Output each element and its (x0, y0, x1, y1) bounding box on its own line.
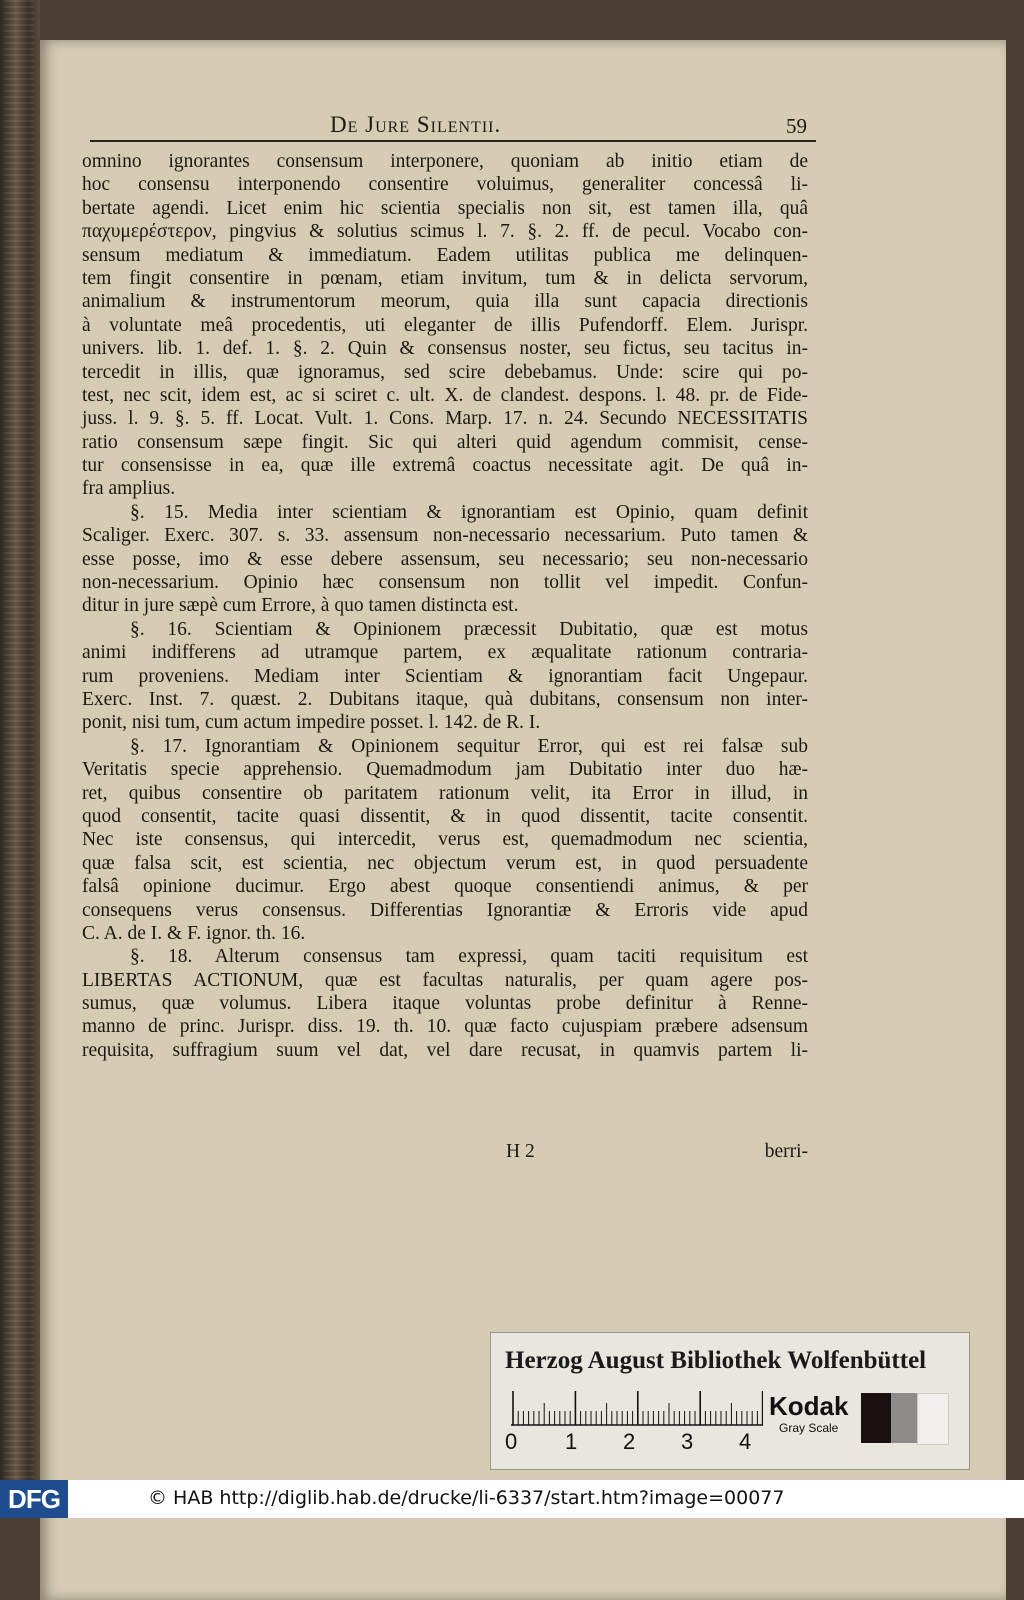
library-color-card (490, 1332, 970, 1470)
ruler-label: 1 (565, 1429, 578, 1454)
text-line: manno de princ. Jurispr. diss. 19. th. 10. quæ facto cujuspiam præbere adsensum (82, 1016, 808, 1038)
ruler-labels (491, 1429, 791, 1457)
text-line: animi indifferens ad utramque partem, ex æqualitate rationum contraria- (82, 642, 808, 664)
header-rule (90, 140, 816, 142)
text-line: bertate agendi. Licet enim hic scientia specialis non sit, est tamen illa, quâ (82, 197, 808, 219)
kodak-brand: Kodak (769, 1391, 849, 1421)
text-line: test, nec scit, idem est, ac si sciret c. ult. X. de clandest. despons. l. 48. pr. de Fide- (82, 384, 808, 406)
text-line: ratio consensum sæpe fingit. Sic qui alteri quid agendum commisit, cense- (82, 431, 808, 453)
text-line: hoc consensu interponendo consentire voluimus, generaliter concessâ li- (82, 174, 808, 196)
ruler-label: 0 (505, 1429, 518, 1454)
ruler-label: 3 (681, 1429, 694, 1454)
gray-scale-label: Gray Scale (779, 1421, 839, 1435)
text-line: §. 17. Ignorantiam & Opinionem sequitur Error, qui est rei falsæ sub (130, 735, 808, 757)
footer-copyright-link[interactable]: © HAB http://diglib.hab.de/drucke/li-6337/start.htm?image=00077 (148, 1487, 785, 1509)
text-line: esse posse, imo & esse debere assensum, seu necessario; seu non-necessario (82, 548, 808, 570)
book-binding-edge (0, 0, 40, 1480)
text-line: univers. lib. 1. def. 1. §. 2. Quin & consensus noster, seu fictus, seu tacitus in- (82, 338, 808, 360)
text-line: fra amplius. (82, 478, 176, 500)
white-swatch (917, 1393, 949, 1445)
text-line: quæ falsa scit, est scientia, nec objectum verum est, in quod persuadente (82, 852, 808, 874)
ruler-label: 2 (623, 1429, 636, 1454)
signature-line (82, 1141, 808, 1165)
text-line: quod consentit, tacite quasi dissentit, & in quod dissentit, tacite consentit. (82, 805, 808, 827)
text-line: consequens verus consensus. Differentias Ignorantiæ & Erroris vide apud (82, 899, 808, 921)
text-line: ditur in jure sæpè cum Errore, à quo tamen distincta est. (82, 595, 519, 617)
text-line: ret, quibus consentire ob paritatem rationum velit, ita Error in illud, in (82, 782, 808, 804)
text-line: sensum mediatum & immediatum. Eadem utilitas publica me delinquen- (82, 244, 808, 266)
library-name: Herzog August Bibliothek Wolfenbüttel (505, 1347, 927, 1374)
ruler-label: 4 (739, 1429, 752, 1454)
running-title: De Jure Silentii. (330, 112, 502, 137)
text-line: παχυμερέστερον, pingvius & solutius scimus l. 7. §. 2. ff. de pecul. Vocabo con- (82, 221, 808, 243)
text-line: sumus, quæ volumus. Libera itaque voluntas probe definitur à Renne- (82, 993, 808, 1015)
text-line: LIBERTAS ACTIONUM, quæ est facultas naturalis, per quam agere pos- (82, 969, 808, 991)
text-line: §. 15. Media inter scientiam & ignorantiam est Opinio, quam definit (130, 501, 808, 523)
text-line: Exerc. Inst. 7. quæst. 2. Dubitans itaque, quà dubitans, consensum non inter- (82, 688, 808, 710)
gray-swatch (891, 1393, 917, 1443)
signature-mark: H 2 (506, 1141, 535, 1162)
text-line: falsâ opinione ducimur. Ergo abest quoque consentiendi animus, & per (82, 876, 808, 898)
text-line: §. 16. Scientiam & Opinionem præcessit Dubitatio, quæ est motus (130, 618, 808, 640)
catchword: berri- (764, 1141, 808, 1162)
text-line: C. A. de I. & F. ignor. th. 16. (82, 922, 306, 944)
body-text (82, 150, 808, 1062)
text-line: Nec iste consensus, qui intercedit, verus est, quemadmodum nec scientia, (82, 829, 808, 851)
text-line: §. 18. Alterum consensus tam expressi, quam taciti requisitum est (130, 946, 808, 968)
text-line: Scaliger. Exerc. 307. s. 33. assensum non-necessario necessarium. Puto tamen & (82, 525, 808, 547)
page-number: 59 (786, 114, 807, 138)
text-line: animalium & instrumentorum meorum, quia illa sunt capacia directionis (82, 291, 808, 313)
text-line: non-necessarium. Opinio hæc consensum non tollit vel impedit. Confun- (82, 572, 808, 594)
text-line: tur consensisse in ea, quæ ille extremâ coactus necessitate agit. De quâ in- (82, 455, 808, 477)
text-line: tercedit in illis, quæ ignoramus, sed scire debebamus. Unde: scire qui po- (82, 361, 808, 383)
text-line: ponit, nisi tum, cum actum impedire posset. l. 142. de R. I. (82, 712, 541, 734)
text-line: requisita, suffragium suum vel dat, vel dare recusat, in quamvis partem li- (82, 1039, 808, 1061)
text-line: à voluntate meâ procedentis, uti eleganter de illis Pufendorff. Elem. Jurispr. (82, 314, 808, 336)
dfg-logo[interactable]: DFG (0, 1480, 68, 1518)
black-swatch (861, 1393, 891, 1443)
text-line: tem fingit consentire in pœnam, etiam invitum, tum & in delicta servorum, (82, 267, 808, 289)
text-line: rum proveniens. Mediam inter Scientiam & ignorantiam facit Ungepaur. (82, 665, 808, 687)
text-line: juss. l. 9. §. 5. ff. Locat. Vult. 1. Cons. Marp. 17. n. 24. Secundo NECESSITATIS (82, 408, 808, 430)
text-line: omnino ignorantes consensum interponere, quoniam ab initio etiam de (82, 151, 808, 172)
text-line: Veritatis specie apprehensio. Quemadmodum jam Dubitatio inter duo hæ- (82, 759, 808, 781)
scale-ruler (511, 1387, 763, 1427)
